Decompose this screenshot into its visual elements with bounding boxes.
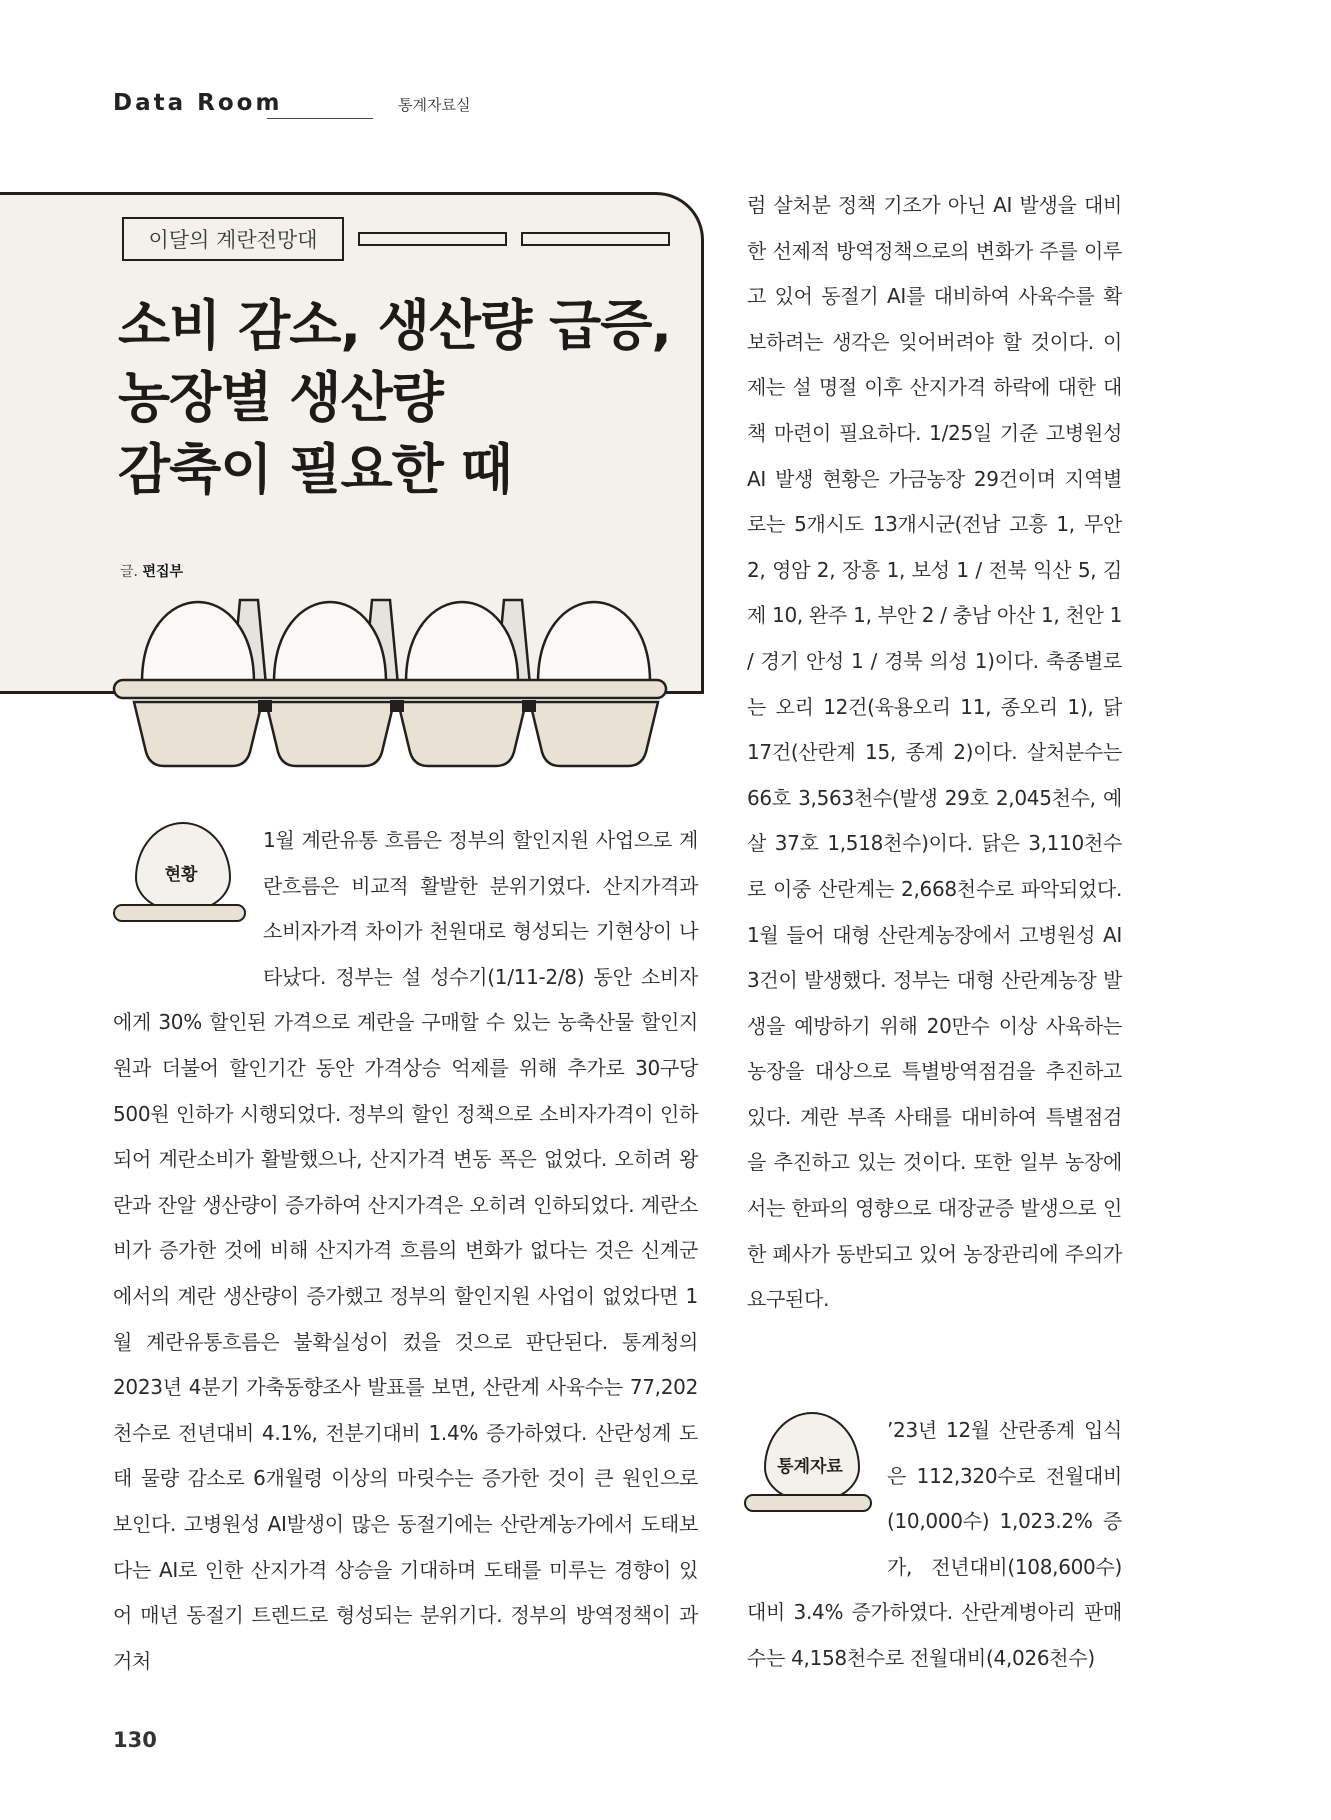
egg-icon <box>406 602 518 682</box>
page-number: 130 <box>113 1728 157 1752</box>
egg-tray-illustration <box>100 590 680 790</box>
byline <box>120 561 183 581</box>
article-title <box>118 290 698 506</box>
stats-paragraph: ’23년 12월 산란종계 입식은 112,320수로 전월대비(10,000수) 1,023.2% 증가, 전년대비(108,600수) 대비 3.4% 증가하였다. 산란계병아리 판매수는 4,158천수로 전월대비(4,026천수) <box>747 1418 1122 1670</box>
header-divider <box>267 118 373 119</box>
stats-column-text <box>747 1408 1122 1682</box>
article-title-line: 농장별 생산량 <box>118 366 443 429</box>
egg-icon <box>274 602 386 682</box>
byline-prefix: 글. <box>120 564 138 580</box>
byline-author: 편집부 <box>142 564 184 580</box>
left-column-text <box>113 818 698 1684</box>
article-title-line: 소비 감소, 생산량 급증, <box>118 294 671 357</box>
section-title: 통계자료실 <box>398 96 471 114</box>
article-title-line: 감축이 필요한 때 <box>118 438 512 501</box>
tray-rim <box>114 680 666 698</box>
left-paragraph: 1월 계란유통 흐름은 정부의 할인지원 사업으로 계란흐름은 비교적 활발한 분위기였다. 산지가격과 소비자가격 차이가 천원대로 형성되는 기현상이 나타났다. 정부는 설 성수기(1/11-2/8) 동안 소비자에게 30% 할인된 가격으로 계란을 구매할 수 있는 농축산물 할인지원과 더불어 할인기간 동안 가격상승 억제를 위해 추가로 30구당 500원 인하가 시행되었다. 정부의 할인 정책으로 소비자가격이 인하되어 계란소비가 활발했으나, 산지가격 변동 폭은 없었다. 오히려 왕란과 잔알 생산량이 증가하여 산지가격은 오히려 인하되었다. 계란소비가 증가한 것에 비해 산지가격 흐름의 변화가 없다는 것은 신계군에서의 계란 생산량이 증가했고 정부의 할인지원 사업이 없었다면 1월 계란유통흐름은 불확실성이 컸을 것으로 판단된다. 통계청의 2023년 4분기 가축동향조사 발표를 보면, 산란계 사육수는 77,202천수로 전년대비 4.1%, 전분기대비 1.4% 증가하였다. 산란성계 도태 물량 감소로 6개월령 이상의 마릿수는 증가한 것이 큰 원인으로 보인다. 고병원성 AI발생이 많은 동절기에는 산란계농가에서 도태보다는 AI로 인한 산지가격 상승을 기대하며 도태를 미루는 경향이 있어 매년 동절기 트렌드로 형성되는 분위기다. 정부의 방역정책이 과거처 <box>113 828 698 1673</box>
right-column-text: 럼 살처분 정책 기조가 아닌 AI 발생을 대비한 선제적 방역정책으로의 변화가 주를 이루고 있어 동절기 AI를 대비하여 사육수를 확보하려는 생각은 잊어버려야 할 것이다. 이제는 설 명절 이후 산지가격 하락에 대한 대책 마련이 필요하다. 1/25일 기준 고병원성 AI 발생 현황은 가금농장 29건이며 지역별로는 5개시도 13개시군(전남 고흥 1, 무안 2, 영암 2, 장흥 1, 보성 1 / 전북 익산 5, 김제 10, 완주 1, 부안 2 / 충남 아산 1, 천안 1 / 경기 안성 1 / 경북 의성 1)이다. 축종별로는 오리 12건(육용오리 11, 종오리 1), 닭 17건(산란계 15, 종계 2)이다. 살처분수는 66호 3,563천수(발생 29호 2,045천수, 예살 37호 1,518천수)이다. 닭은 3,110천수로 이중 산란계는 2,668천수로 파악되었다. 1월 들어 대형 산란계농장에서 고병원성 AI 3건이 발생했다. 정부는 대형 산란계농장 발생을 예방하기 위해 20만수 이상 사육하는 농장을 대상으로 특별방역점검을 추진하고 있다. 계란 부족 사태를 대비하여 특별점검을 추진하고 있는 것이다. 또한 일부 농장에서는 한파의 영향으로 대장균증 발생으로 인한 폐사가 동반되고 있어 농장관리에 주의가 요구된다. <box>747 193 1123 1312</box>
decorative-bar <box>358 232 507 246</box>
magazine-section-brand: Data Room <box>113 90 283 116</box>
egg-icon <box>142 602 254 682</box>
egg-icon <box>538 602 650 682</box>
column-subtitle: 이달의 계란전망대 <box>122 217 344 261</box>
status-badge-label: 현황 <box>164 865 198 885</box>
decorative-bar <box>521 232 670 246</box>
stats-badge-label: 통계자료 <box>777 1457 843 1477</box>
